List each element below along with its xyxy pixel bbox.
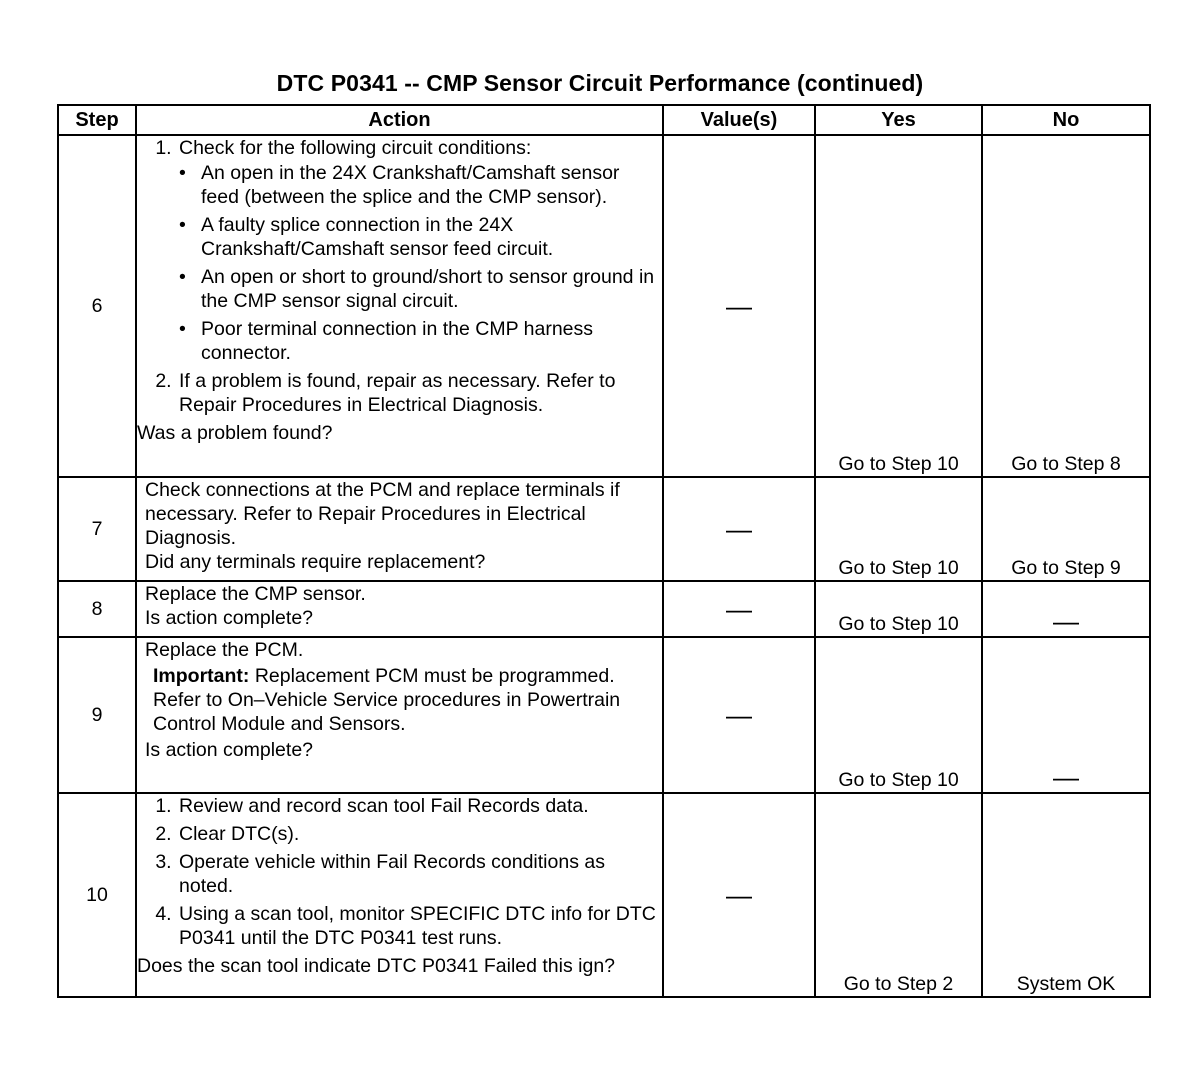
action-cell: [136, 135, 663, 477]
action-item: [177, 136, 662, 365]
table-row-step-9: [58, 637, 1150, 793]
yes-cell: Go to Step 10: [815, 581, 982, 637]
action-question: Is action complete?: [145, 739, 314, 761]
action-question: Was a problem found?: [137, 422, 333, 444]
header-no: No: [982, 105, 1150, 135]
no-dash: —: [1053, 606, 1079, 636]
value-cell: —: [663, 135, 815, 477]
action-question: Does the scan tool indicate DTC P0341 Failed this ign?: [137, 955, 616, 977]
no-cell: System OK: [982, 793, 1150, 997]
condition-item: • Poor terminal connection in the CMP harness connector.: [201, 317, 662, 365]
important-text: Replacement PCM must be programmed. Refer to On–Vehicle Service procedures in Powertrain Control Module and Sensors.: [153, 665, 621, 735]
value-cell: —: [663, 793, 815, 997]
no-dash: —: [1053, 762, 1079, 792]
action-cell: [136, 581, 663, 637]
action-item-text: Check for the following circuit conditions:: [179, 137, 532, 159]
action-question: Is action complete?: [145, 607, 314, 629]
condition-list: [179, 161, 662, 365]
header-action: Action: [136, 105, 663, 135]
step-number: 9: [58, 637, 136, 793]
step-number: 10: [58, 793, 136, 997]
page-title: DTC P0341 -- CMP Sensor Circuit Performance (continued): [276, 70, 924, 96]
action-item: 3. Operate vehicle within Fail Records conditions as noted.: [177, 850, 662, 898]
action-question: Did any terminals require replacement?: [145, 551, 486, 573]
header-values: Value(s): [663, 105, 815, 135]
important-note: [153, 664, 662, 736]
action-text: Replace the CMP sensor.: [145, 583, 366, 605]
yes-cell: Go to Step 10: [815, 135, 982, 477]
table-row-step-8: [58, 581, 1150, 637]
step-number: 6: [58, 135, 136, 477]
action-cell: [136, 637, 663, 793]
diagnostic-table: [57, 104, 1151, 998]
action-item: 4. Using a scan tool, monitor SPECIFIC DTC info for DTC P0341 until the DTC P0341 test runs.: [177, 902, 662, 950]
yes-cell: Go to Step 10: [815, 637, 982, 793]
yes-cell: Go to Step 10: [815, 477, 982, 581]
action-cell: [136, 793, 663, 997]
action-text: Check connections at the PCM and replace terminals if necessary. Refer to Repair Procedures in Electrical Diagnosis.: [145, 479, 620, 549]
no-cell: Go to Step 8: [982, 135, 1150, 477]
condition-item: • An open or short to ground/short to sensor ground in the CMP sensor signal circuit.: [201, 265, 662, 313]
action-item: 1. Review and record scan tool Fail Records data.: [177, 794, 662, 818]
action-cell: [136, 477, 663, 581]
step-number: 7: [58, 477, 136, 581]
action-item: 2. If a problem is found, repair as necessary. Refer to Repair Procedures in Electrical Diagnosis.: [177, 369, 662, 417]
action-text: Replace the PCM.: [145, 639, 304, 661]
table-row-step-10: [58, 793, 1150, 997]
no-cell: [982, 581, 1150, 637]
no-cell: [982, 637, 1150, 793]
value-cell: —: [663, 581, 815, 637]
condition-item: • An open in the 24X Crankshaft/Camshaft sensor feed (between the splice and the CMP sensor).: [201, 161, 662, 209]
value-cell: —: [663, 637, 815, 793]
condition-item: • A faulty splice connection in the 24X Crankshaft/Camshaft sensor feed circuit.: [201, 213, 662, 261]
important-label: Important:: [153, 665, 250, 687]
action-list: [137, 794, 662, 950]
value-cell: —: [663, 477, 815, 581]
header-step: Step: [58, 105, 136, 135]
yes-cell: Go to Step 2: [815, 793, 982, 997]
header-row: [58, 105, 1150, 135]
action-item: 2. Clear DTC(s).: [177, 822, 662, 846]
header-yes: Yes: [815, 105, 982, 135]
action-list: [137, 136, 662, 417]
no-cell: Go to Step 9: [982, 477, 1150, 581]
step-number: 8: [58, 581, 136, 637]
table-row-step-6: [58, 135, 1150, 477]
table-row-step-7: [58, 477, 1150, 581]
